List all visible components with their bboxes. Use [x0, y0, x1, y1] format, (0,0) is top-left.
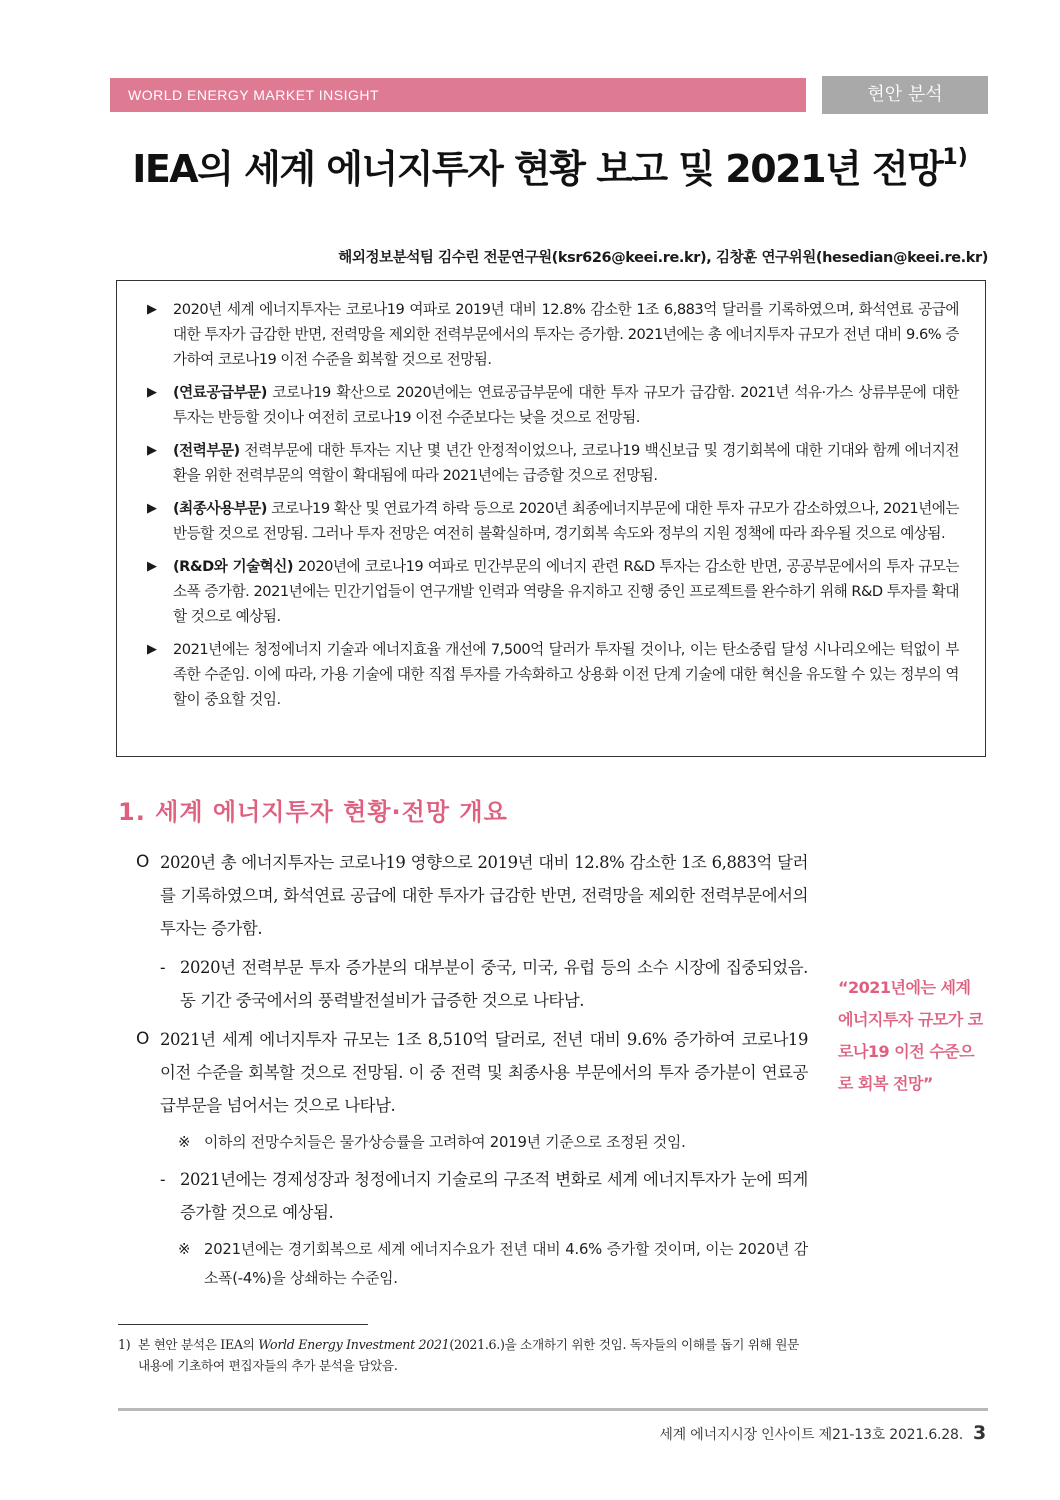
body-paragraph — [136, 846, 808, 945]
triangle-bullet-icon: ▶ — [147, 642, 157, 657]
summary-item — [147, 637, 959, 712]
page-title — [110, 138, 990, 193]
summary-item — [147, 496, 959, 546]
circle-bullet-icon: O — [136, 852, 149, 872]
summary-label: (최종사용부문) — [173, 500, 267, 517]
footnote-divider — [118, 1324, 368, 1325]
summary-label: (연료공급부문) — [173, 384, 267, 401]
paragraph-text: 2021년 세계 에너지투자 규모는 1조 8,510억 달러로, 전년 대비 9.6% 증가하여 코로나19 이전 수준을 회복할 것으로 전망됨. 이 중 전력 및 최종사용 부문에서의 투자 증가분이 연료공급부문을 넘어서는 것으로 나타남. — [160, 1030, 808, 1115]
triangle-bullet-icon: ▶ — [147, 443, 157, 458]
paragraph-text: 2021년에는 경제성장과 청정에너지 기술로의 구조적 변화로 세계 에너지투자가 눈에 띄게 증가할 것으로 예상됨. — [180, 1170, 808, 1222]
footer-divider — [118, 1408, 988, 1411]
category-tag: 현안 분석 — [822, 76, 988, 114]
page-number: 3 — [972, 1422, 986, 1444]
summary-text: 전력부문에 대한 투자는 지난 몇 년간 안정적이었으나, 코로나19 백신보급 및 경기회복에 대한 기대와 함께 에너지전환을 위한 전력부문의 역할이 확대됨에 따라 2021년에는 급증할 것으로 전망됨. — [173, 442, 959, 484]
triangle-bullet-icon: ▶ — [147, 559, 157, 574]
note-text: 2021년에는 경기회복으로 세계 에너지수요가 전년 대비 4.6% 증가할 것이며, 이는 2020년 감소폭(-4%)을 상쇄하는 수준임. — [204, 1241, 808, 1287]
footnote — [118, 1334, 808, 1376]
summary-label: (R&D와 기술혁신) — [173, 558, 294, 575]
circle-bullet-icon: O — [136, 1029, 149, 1049]
footnote-text-pre: 본 현안 분석은 IEA의 — [138, 1337, 259, 1352]
dash-bullet: - — [160, 958, 166, 977]
cited-work-title: World Energy Investment 2021 — [258, 1337, 450, 1352]
publication-info: 세계 에너지시장 인사이트 제21-13호 2021.6.28. — [659, 1427, 963, 1443]
footnote-text-post: (2021.6.)을 소개하기 위한 것임. 독자들의 이해를 돕기 위해 원문 내용에 기초하여 편집자들의 추가 분석을 담았음. — [138, 1337, 799, 1373]
summary-item — [147, 554, 959, 629]
summary-text: 2020년에 코로나19 여파로 민간부문의 에너지 관련 R&D 투자는 감소한 반면, 공공부문에서의 투자 규모는 소폭 증가함. 2021년에는 민간기업들이 연구개발 인력과 역량을 유지하고 진행 중인 프로젝트를 완수하기 위해 R&D 투자를 확대할 것으로 예상됨. — [173, 558, 959, 625]
dash-bullet: - — [160, 1170, 166, 1189]
reference-mark-icon: ※ — [178, 1241, 191, 1258]
triangle-bullet-icon: ▶ — [147, 501, 157, 516]
page-footer — [460, 1422, 986, 1444]
footnote-text — [118, 1334, 808, 1376]
section-heading: 1. 세계 에너지투자 현황·전망 개요 — [118, 798, 508, 826]
summary-text: 2020년 세계 에너지투자는 코로나19 여파로 2019년 대비 12.8% 감소한 1조 6,883억 달러를 기록하였으며, 화석연료 공급에 대한 투자가 급감한 반면, 전력망을 제외한 전력부문에서의 투자는 증가함. 2021년에는 총 에너지투자 규모가 전년 대비 9.6% 증가하여 코로나19 이전 수준을 회복할 것으로 전망됨. — [173, 301, 959, 368]
note-text: 이하의 전망수치들은 물가상승률을 고려하여 2019년 기준으로 조정된 것임. — [204, 1134, 686, 1151]
summary-item — [147, 380, 959, 430]
summary-text: 2021년에는 청정에너지 기술과 에너지효율 개선에 7,500억 달러가 투자될 것이나, 이는 탄소중립 달성 시나리오에는 턱없이 부족한 수준임. 이에 따라, 가용 기술에 대한 직접 투자를 가속화하고 상용화 이전 단계 기술에 대한 혁신을 유도할 수 있는 정부의 역할이 중요할 것임. — [173, 641, 959, 708]
triangle-bullet-icon: ▶ — [147, 302, 157, 317]
reference-mark-icon: ※ — [178, 1134, 191, 1151]
body-paragraph — [136, 1023, 808, 1122]
summary-label: (전력부문) — [173, 442, 240, 459]
triangle-bullet-icon: ▶ — [147, 385, 157, 400]
note-paragraph — [136, 1235, 808, 1293]
summary-text: 코로나19 확산으로 2020년에는 연료공급부문에 대한 투자 규모가 급감함. 2021년 석유·가스 상류부문에 대한 투자는 반등할 것이나 여전히 코로나19 이전 수준보다는 낮을 것으로 전망됨. — [173, 384, 959, 426]
summary-box — [116, 280, 986, 757]
series-header-bar — [110, 78, 806, 112]
author-line: 해외정보분석팀 김수린 전문연구원(ksr626@keei.re.kr), 김창훈 연구위원(hesedian@keei.re.kr) — [338, 250, 988, 266]
sub-paragraph — [136, 951, 808, 1017]
summary-text: 코로나19 확산 및 연료가격 하락 등으로 2020년 최종에너지부문에 대한 투자 규모가 감소하였으나, 2021년에는 반등할 것으로 전망됨. 그러나 투자 전망은 여전히 불확실하며, 경기회복 속도와 정부의 지원 정책에 따라 좌우될 것으로 예상됨. — [173, 500, 959, 542]
body-text — [136, 846, 808, 1299]
summary-item — [147, 297, 959, 372]
sub-paragraph — [136, 1163, 808, 1229]
footnote-number: 1) — [118, 1337, 131, 1352]
note-paragraph — [136, 1128, 808, 1157]
series-name: WORLD ENERGY MARKET INSIGHT — [128, 87, 380, 103]
paragraph-text: 2020년 전력부문 투자 증가분의 대부분이 중국, 미국, 유럽 등의 소수 시장에 집중되었음. 동 기간 중국에서의 풍력발전설비가 급증한 것으로 나타남. — [180, 958, 808, 1010]
summary-item — [147, 438, 959, 488]
pull-quote: “2021년에는 세계 에너지투자 규모가 코로나19 이전 수준으로 회복 전망” — [838, 978, 983, 1093]
title-footnote-ref[interactable]: 1) — [942, 145, 968, 170]
title-text: IEA의 세계 에너지투자 현황 보고 및 2021년 전망 — [132, 147, 943, 191]
paragraph-text: 2020년 총 에너지투자는 코로나19 영향으로 2019년 대비 12.8% 감소한 1조 6,883억 달러를 기록하였으며, 화석연료 공급에 대한 투자가 급감한 반면, 전력망을 제외한 전력부문에서의 투자는 증가함. — [160, 853, 808, 938]
